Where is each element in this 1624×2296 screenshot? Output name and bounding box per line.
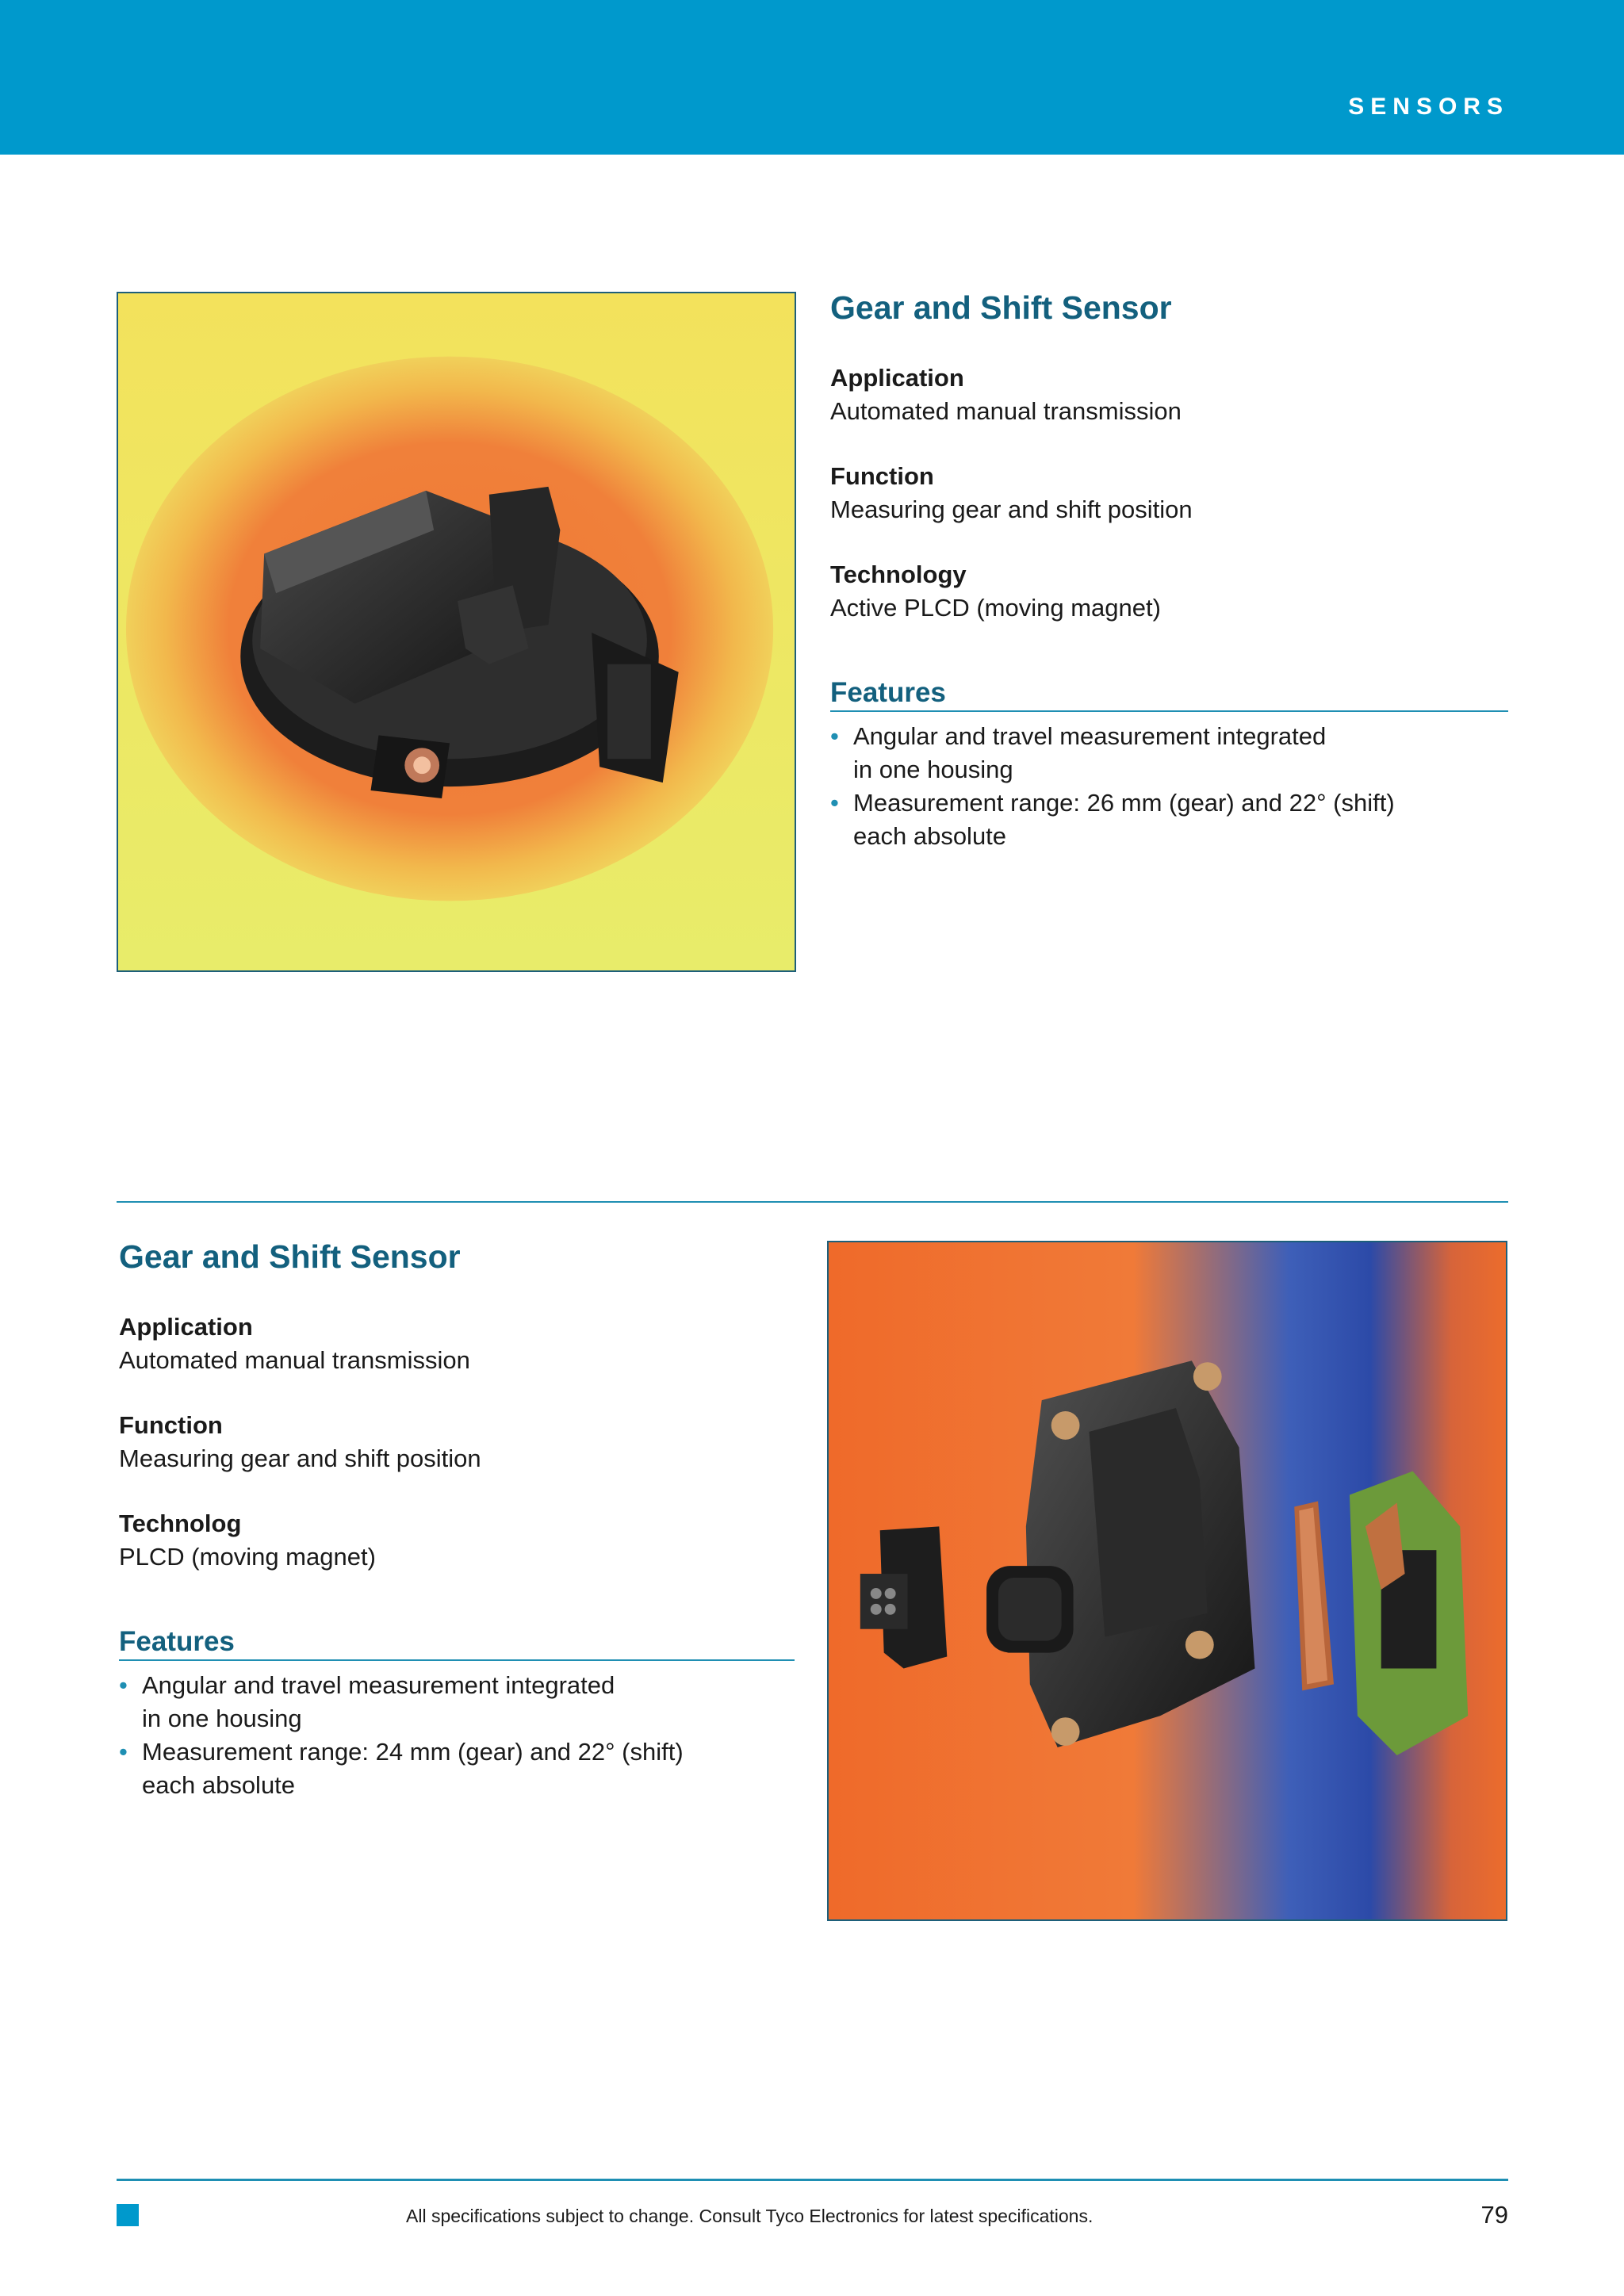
list-item — [119, 1669, 795, 1735]
spec-value: Automated manual transmission — [830, 397, 1182, 425]
spec-value: Measuring gear and shift position — [119, 1445, 481, 1472]
list-item — [830, 720, 1508, 786]
feature-line: Measurement range: 26 mm (gear) and 22° (shift) — [853, 789, 1395, 817]
feature-line: Angular and travel measurement integrated — [853, 722, 1327, 750]
feature-line: each absolute — [853, 822, 1007, 850]
footer-square-icon — [117, 2204, 139, 2226]
spec-value: Measuring gear and shift position — [830, 496, 1193, 523]
spec-function — [830, 460, 1508, 526]
features-heading: Features — [830, 675, 1508, 712]
spec-label: Function — [119, 1411, 223, 1439]
spec-label: Function — [830, 462, 934, 490]
header-band — [0, 0, 1624, 155]
product-block-2 — [119, 1233, 795, 1802]
bullet-icon: • — [119, 1671, 128, 1699]
product-photo-2 — [827, 1241, 1507, 1921]
spec-label: Technolog — [119, 1510, 242, 1537]
spec-technology — [119, 1507, 795, 1574]
features-heading: Features — [119, 1624, 795, 1661]
spec-value: Automated manual transmission — [119, 1346, 470, 1374]
list-item — [830, 786, 1508, 853]
spec-value: PLCD (moving magnet) — [119, 1543, 376, 1571]
sensor-exploded-photo-icon — [829, 1242, 1506, 1919]
spec-technology — [830, 558, 1508, 625]
features-list — [830, 720, 1508, 853]
section-label: SENSORS — [1348, 94, 1509, 120]
feature-line: in one housing — [142, 1705, 302, 1732]
features-list — [119, 1669, 795, 1802]
feature-line: in one housing — [853, 756, 1013, 783]
feature-line: each absolute — [142, 1771, 296, 1799]
footer-note: All specifications subject to change. Consult Tyco Electronics for latest specifications. — [406, 2206, 1094, 2226]
product-title: Gear and Shift Sensor — [119, 1238, 461, 1275]
spec-label: Technology — [830, 561, 967, 588]
list-item — [119, 1735, 795, 1802]
spec-label: Application — [119, 1313, 253, 1341]
feature-line: Measurement range: 24 mm (gear) and 22° (shift) — [142, 1738, 684, 1766]
spec-function — [119, 1409, 795, 1475]
spec-label: Application — [830, 364, 964, 392]
section-divider — [117, 1201, 1508, 1203]
product-photo-1 — [117, 292, 796, 972]
bullet-icon: • — [830, 722, 839, 750]
spec-value: Active PLCD (moving magnet) — [830, 594, 1161, 622]
product-block-1 — [830, 284, 1508, 853]
spec-application — [830, 362, 1508, 428]
bullet-icon: • — [830, 789, 839, 817]
footer-rule — [117, 2179, 1508, 2181]
product-title: Gear and Shift Sensor — [830, 289, 1172, 326]
spec-application — [119, 1311, 795, 1377]
feature-line: Angular and travel measurement integrated — [142, 1671, 615, 1699]
bullet-icon: • — [119, 1738, 128, 1766]
sensor-photo-icon — [118, 293, 795, 970]
page-number: 79 — [1480, 2201, 1508, 2229]
